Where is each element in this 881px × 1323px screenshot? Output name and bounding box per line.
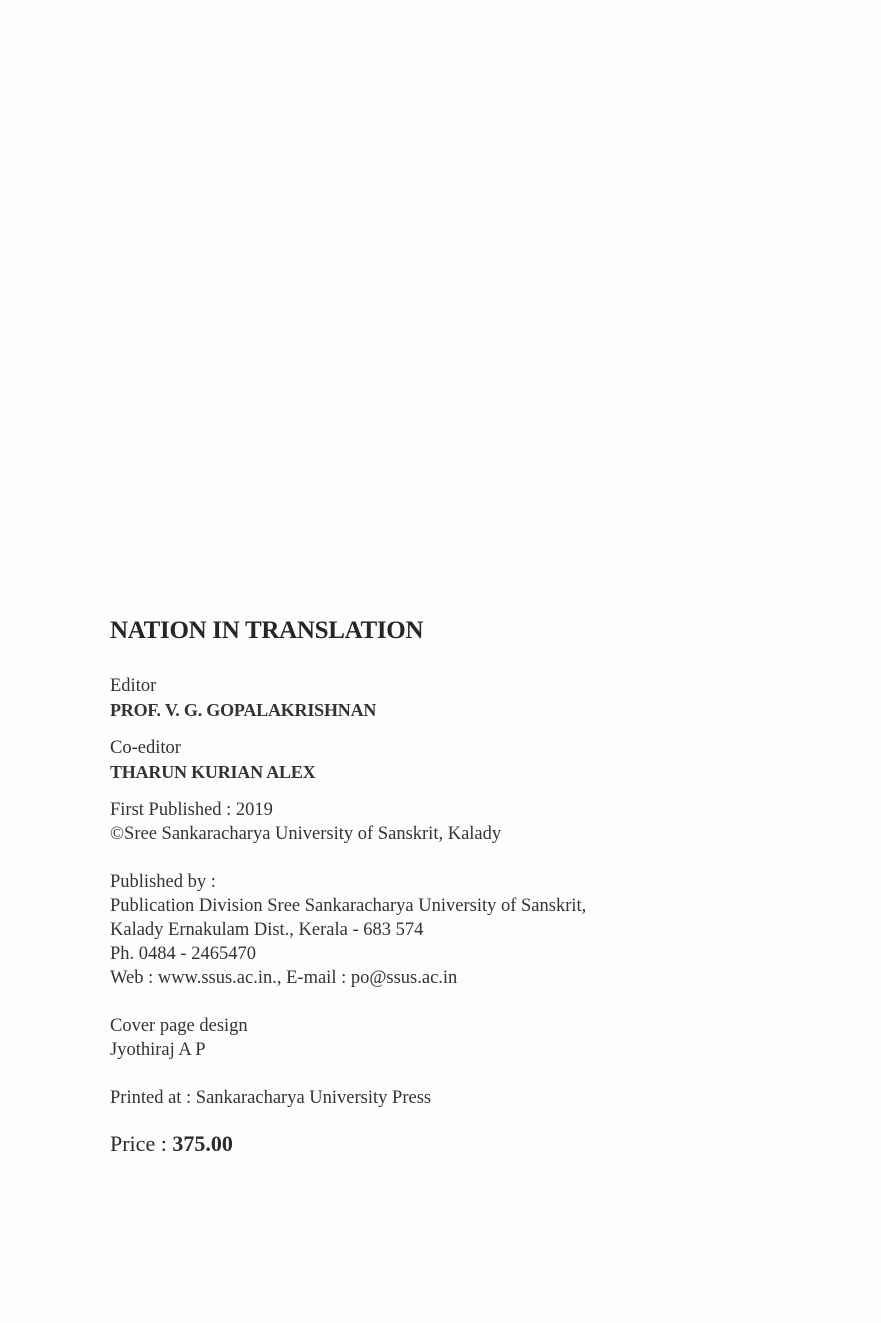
- publisher-line-2: Kalady Ernakulam Dist., Kerala - 683 574: [110, 920, 424, 940]
- cover-designer-name: Jyothiraj A P: [110, 1040, 206, 1060]
- price-label: Price :: [110, 1131, 173, 1156]
- copyright-notice: ©Sree Sankaracharya University of Sanskrit, Kalady: [110, 824, 502, 844]
- coeditor-name: THARUN KURIAN ALEX: [110, 762, 316, 782]
- editor-name: PROF. V. G. GOPALAKRISHNAN: [110, 700, 377, 720]
- publisher-line-1: Publication Division Sree Sankaracharya University of Sanskrit,: [110, 896, 587, 916]
- publisher-web-email: Web : www.ssus.ac.in., E-mail : po@ssus.ac.in: [110, 968, 458, 988]
- printed-at: Printed at : Sankaracharya University Press: [110, 1088, 432, 1108]
- book-title: NATION IN TRANSLATION: [110, 617, 424, 644]
- price-amount: 375.00: [172, 1131, 233, 1156]
- editor-label: Editor: [110, 676, 157, 696]
- coeditor-block: [110, 736, 830, 784]
- imprint-content: [110, 616, 830, 1158]
- cover-design-label: Cover page design: [110, 1016, 248, 1036]
- printer-block: [110, 1086, 830, 1110]
- publisher-phone: Ph. 0484 - 2465470: [110, 944, 256, 964]
- cover-design-block: [110, 1014, 830, 1062]
- publisher-label: Published by :: [110, 872, 216, 892]
- price-line: [110, 1130, 830, 1158]
- coeditor-label: Co-editor: [110, 738, 181, 758]
- publisher-block: [110, 870, 830, 990]
- first-published: First Published : 2019: [110, 800, 273, 820]
- publication-block: [110, 798, 830, 846]
- editor-block: [110, 674, 830, 722]
